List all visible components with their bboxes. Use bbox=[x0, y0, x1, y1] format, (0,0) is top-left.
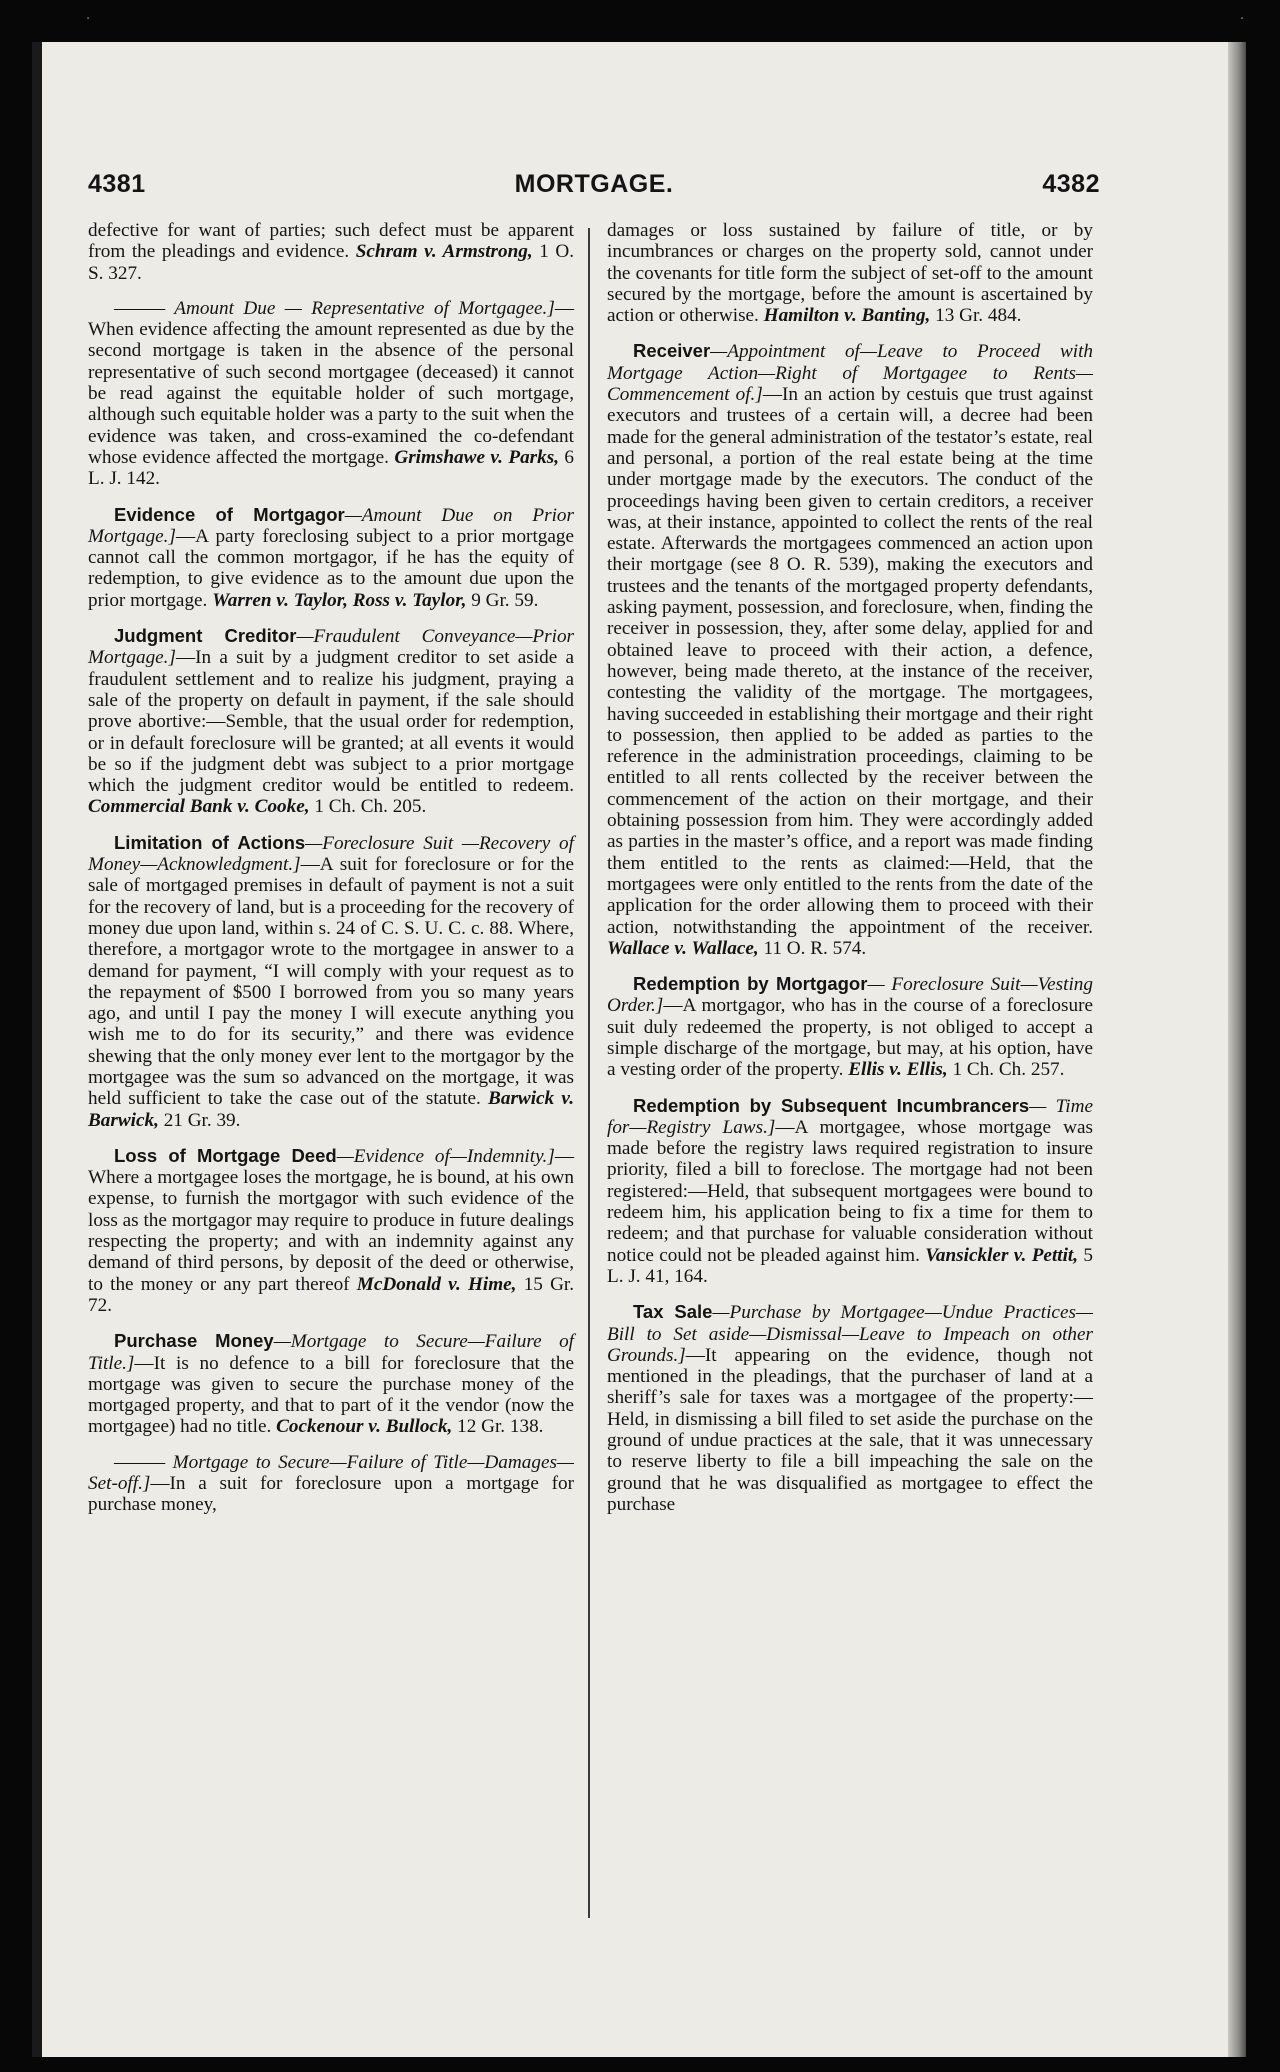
entry-heading: Receiver bbox=[633, 340, 711, 362]
entry-heading: Tax Sale bbox=[633, 1301, 713, 1323]
case-citation: 1 Ch. Ch. 257. bbox=[952, 1059, 1065, 1081]
entry-text: —In a suit by a judgment creditor to set aside a fraudulent settlement and to realize his judgment, praying a sale of the property on default in payment, if the sale should prove abortive:—Semble, that the usual order for redemption, or in default foreclosure will be granted; at all events it would be so if the judgment debt was subject to a prior mortgage which the judgment creditor would be entitled to redeem. bbox=[88, 647, 574, 797]
entry-text: — When evidence affecting the amount represented as due by the second mortgage is taken in the absence of the personal representative of such second mortgagee (deceased) it cannot be read against the equitable holder of such mortgage, although such equitable holder was a party to the suit when the evidence was taken, and cross-examined the co-defendant whose evidence affected the mortgage. bbox=[88, 297, 574, 468]
entry-heading: Evidence of Mortgagor bbox=[114, 503, 345, 525]
entry-text: defective for want of parties; such defect must be apparent from the pleadings and evidence. bbox=[88, 220, 574, 263]
digest-entry bbox=[88, 220, 574, 284]
page-edge bbox=[1228, 42, 1246, 2057]
case-citation: 6 L. J. 142. bbox=[88, 446, 575, 490]
entry-heading: Loss of Mortgage Deed bbox=[114, 1144, 337, 1166]
scan-border bbox=[0, 0, 1280, 42]
entry-heading: Judgment Creditor bbox=[114, 625, 297, 647]
case-name: Barwick v. Barwick, bbox=[88, 1088, 575, 1131]
entry-text: —A suit for foreclosure or for the sale of mortgaged premises in default of payment is not a suit for the recovery of land, but is a proceeding for the recovery of money due upon land, within s. 24 of C. S. U. C. c. 88. Where, therefore, a mortgagor wrote to the mortgagee in answer to a demand for payment, “I will comply with your request as to the repayment of $500 I borrowed from you so many years ago, and until I pay the money I will execute anything you wish me to do for its security,” and there was evidence shewing that the only money ever lent to the mortgagor by the mortgagee was the sum so advanced on the mortgage, it was held sufficient to take the case out of the statute. bbox=[88, 854, 574, 1110]
entry-heading: Redemption by Subsequent Incumbrancers bbox=[633, 1094, 1030, 1116]
entry-text: —It is no defence to a bill for foreclosure that the mortgage was given to secure the purchase money of the mortgaged property, and that to part of it the vendor (now the mortgagee) had no title. bbox=[88, 1352, 574, 1438]
entry-heading: Redemption by Mortgagor bbox=[633, 973, 868, 995]
case-name: Cockenour v. Bullock, bbox=[276, 1416, 453, 1438]
column-divider bbox=[588, 228, 590, 1918]
case-name: Ellis v. Ellis, bbox=[848, 1059, 948, 1081]
entry-subheading: —Amount Due on Prior Mortgage.] bbox=[88, 504, 574, 547]
digest-entry bbox=[88, 1145, 574, 1316]
digest-entry bbox=[88, 832, 574, 1131]
case-name: Wallace v. Wallace, bbox=[607, 937, 759, 959]
entry-text: —It appearing on the evidence, though not mentioned in the pleadings, that the purchaser of land at a sheriff’s sale for taxes was a mortgagee of the property:—Held, in dismissing a bill filed to set aside the purchase on the ground of undue practices at the sale, that it was unnecessary to reserve liberty to file a bill impeaching the sale on the ground that he was disqualified as mortgagee to effect the purchase bbox=[607, 1344, 1093, 1515]
entry-subheading: — Time for—Registry Laws.] bbox=[607, 1095, 1093, 1138]
case-citation: 1 O. S. 327. bbox=[88, 241, 575, 284]
scan-mark: · bbox=[1240, 12, 1245, 27]
case-citation: 15 Gr. 72. bbox=[88, 1273, 575, 1316]
entry-subheading: —Mortgage to Secure—Failure of Title.] bbox=[88, 1331, 574, 1374]
entry-subheading: —Foreclosure Suit —Recovery of Money—Acknowledgment.] bbox=[88, 832, 574, 876]
digest-entry bbox=[607, 340, 1093, 959]
digest-entry bbox=[88, 1452, 574, 1516]
case-citation: 5 L. J. 41, 164. bbox=[607, 1244, 1094, 1287]
page-title: MORTGAGE. bbox=[514, 170, 674, 198]
right-column bbox=[607, 220, 1093, 1529]
page-number-left: 4381 bbox=[88, 170, 146, 198]
entry-subheading: ——— Mortgage to Secure—Failure of Title—Damages—Set-off.] bbox=[88, 1451, 574, 1495]
digest-entry bbox=[607, 220, 1093, 326]
running-head bbox=[88, 170, 1100, 199]
entry-subheading: —Evidence of—Indemnity.] bbox=[336, 1145, 555, 1167]
entry-text: damages or loss sustained by failure of title, or by incumbrances or charges on the property sold, cannot under the covenants for title form the subject of set-off to the amount secured by the mortgage, before the amount is ascertained by action or otherwise. bbox=[607, 220, 1093, 327]
entry-subheading: —Purchase by Mortgagee—Undue Practices—Bill to Set aside—Dismissal—Leave to Impeach on other Grounds.] bbox=[607, 1302, 1093, 1366]
digest-entry bbox=[88, 298, 574, 490]
case-name: Warren v. Taylor, Ross v. Taylor, bbox=[212, 589, 467, 611]
case-name: McDonald v. Hime, bbox=[356, 1273, 517, 1295]
entry-subheading: —Appointment of—Leave to Proceed with Mortgage Action—Right of Mortgagee to Rents—Commencement of.] bbox=[607, 341, 1093, 406]
entry-text: —A party foreclosing subject to a prior mortgage cannot call the common mortgagor, if he has the equity of redemption, to give evidence as to the amount due upon the prior mortgage. bbox=[88, 525, 574, 611]
digest-entry bbox=[88, 1330, 574, 1437]
case-citation: 13 Gr. 484. bbox=[935, 305, 1022, 327]
entry-subheading: —Fraudulent Conveyance—Prior Mortgage.] bbox=[88, 626, 575, 669]
case-citation: 21 Gr. 39. bbox=[163, 1109, 241, 1131]
digest-entry bbox=[607, 973, 1093, 1080]
entry-heading: Limitation of Actions bbox=[114, 831, 306, 853]
digest-entry bbox=[607, 1301, 1093, 1515]
case-name: Hamilton v. Banting, bbox=[763, 305, 931, 327]
digest-entry bbox=[88, 504, 574, 611]
case-citation: 1 Ch. Ch. 205. bbox=[314, 796, 427, 818]
case-name: Vansickler v. Pettit, bbox=[925, 1244, 1079, 1266]
case-citation: 9 Gr. 59. bbox=[471, 589, 539, 611]
page-number-right: 4382 bbox=[1042, 170, 1100, 198]
entry-subheading: ——— Amount Due — Representative of Mortgagee.] bbox=[114, 297, 555, 319]
entry-text: —In an action by cestuis que trust against executors and trustees of a certain will, a decree had been made for the general administration of the testator’s estate, real and personal, a portion of the real estate being at the time under mortgage made by the executors. The conduct of the proceedings having been given to certain creditors, a receiver was, at their instance, appointed to collect the rents of the real estate. Afterwards the mortgagees commenced an action upon their mortgage (see 8 O. R. 539), making the executors and trustees and the tenants of the mortgaged property defendants, asking payment, possession, and foreclosure, when, finding the receiver in possession, they, after some delay, applied for and obtained leave to proceed with their action, a defence, however, being made thereto, at the instance of the receiver, contesting the validity of the mortgage. The mortgagees, having succeeded in establishing their mortgage and their right to possession, then applied to be added as parties to the reference in the administration proceedings, claiming to be entitled to all rents collected by the receiver between the commencement of the action on their mortgage, and their obtaining possession from him. They were accordingly added as parties in the master’s office, and a report was made finding them entitled to the rents as claimed:—Held, that the mortgagees were only entitled to the rents from the date of the application for the order allowing them to proceed with their action, notwithstanding the appointment of the receiver. bbox=[607, 384, 1094, 938]
entry-heading: Purchase Money bbox=[114, 1330, 274, 1352]
digest-entry bbox=[607, 1095, 1093, 1288]
entry-text: —A mortgagee, whose mortgage was made before the registry laws required registration to insure priority, filed a bill to foreclose. The mortgage had not been registered:—Held, that subsequent mortgagees were bound to redeem him, his application being to fix a time for them to redeem; and that purchase for valuable consideration without notice could not be pleaded against him. bbox=[607, 1116, 1093, 1266]
digest-entry bbox=[88, 625, 574, 818]
case-citation: 12 Gr. 138. bbox=[457, 1416, 544, 1438]
case-citation: 11 O. R. 574. bbox=[763, 937, 867, 959]
entry-text: —In a suit for foreclosure upon a mortgage for purchase money, bbox=[88, 1473, 574, 1516]
case-name: Grimshawe v. Parks, bbox=[394, 446, 560, 468]
left-column bbox=[88, 220, 574, 1530]
entry-text: —Where a mortgagee loses the mortgage, he is bound, at his own expense, to furnish the mortgagor with such evidence of the loss as the mortgagor may require to produce in future dealings respecting the property; and with an indemnity against any demand of third persons, by deposit of the deed or otherwise, to the money or any part thereof bbox=[88, 1145, 574, 1295]
case-name: Schram v. Armstrong, bbox=[355, 241, 533, 263]
entry-subheading: — Foreclosure Suit—Vesting Order.] bbox=[607, 974, 1093, 1017]
case-name: Commercial Bank v. Cooke, bbox=[88, 796, 310, 818]
scan-mark: · bbox=[86, 12, 91, 27]
entry-text: —A mortgagor, who has in the course of a foreclosure suit duly redeemed the property, is not obliged to accept a simple discharge of the mortgage, but may, at his option, have a vesting order of the property. bbox=[607, 995, 1093, 1081]
